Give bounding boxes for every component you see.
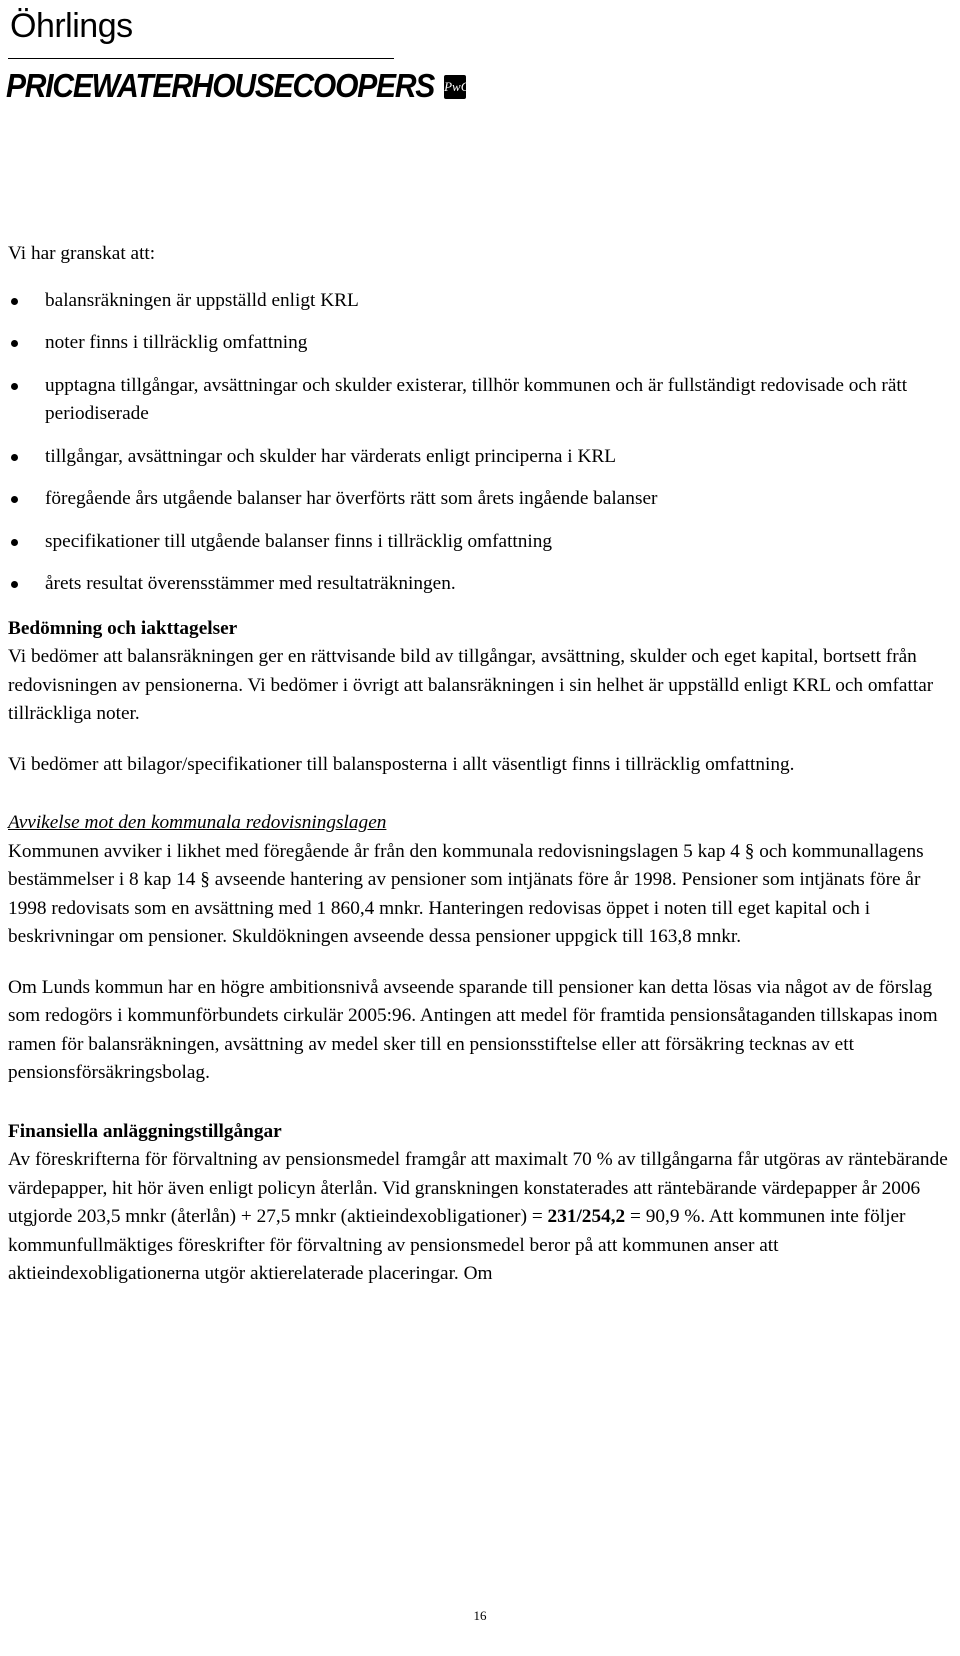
seal-icon: PwC (444, 75, 466, 99)
list-item: årets resultat överensstämmer med resultaträkningen. (8, 570, 954, 599)
list-item: upptagna tillgångar, avsättningar och skulder existerar, tillhör kommunen och är fullständigt redovisade och rätt periodiserade (8, 372, 954, 429)
paragraph (8, 1146, 954, 1289)
paragraph-text: = 90,9 %. Att kommunen inte följer kommunfullmäktiges föreskrifter för förvaltning av pensionsmedel beror på att kommunen anser att aktieindexobligationerna utgör aktierelaterade placeringar. Om (8, 1206, 906, 1284)
document-body (8, 240, 954, 1289)
financial-section (8, 1118, 954, 1289)
list-item: noter finns i tillräcklig omfattning (8, 329, 954, 358)
paragraph: Vi bedömer att bilagor/specifikationer till balansposterna i allt väsentligt finns i tillräcklig omfattning. (8, 753, 795, 775)
list-item: föregående års utgående balanser har överförts rätt som årets ingående balanser (8, 485, 954, 514)
section-heading: Bedömning och iakttagelser (8, 617, 238, 639)
letterhead-rule (8, 58, 394, 59)
intro-text: Vi har granskat att: (8, 243, 156, 264)
page-number: 16 (473, 1608, 487, 1623)
paragraph: Om Lunds kommun har en högre ambitionsnivå avseende sparande till pensioner kan detta lösas via något av de förslag som redogörs i kommunförbundets cirkulär 2005:96. Antingen att medel för framtida pensionsåtaganden tillskapas inom ramen för balansräkningen, avsättning av medel sker till en pensionsstiftelse eller att försäkring tecknas av ett pensionsförsäkringsbolag. (8, 976, 938, 1083)
deviation-section (8, 809, 954, 1088)
review-checklist (8, 287, 954, 599)
paragraph-text: Av föreskrifterna för förvaltning av pensionsmedel framgår att maximalt 70 % av tillgångarna får utgöras av räntebärande värdepapper, hit hör även enligt policyn återlån. Vid granskningen konstaterades att räntebärande värdepapper år 2006 utgjorde 203,5 mnkr (återlån) + 27,5 mnkr (aktieindexobligationer) = (8, 1149, 948, 1227)
assessment-section (8, 615, 954, 780)
firm-name-main: PRICEWATERHOUSECOOPERS (6, 68, 435, 105)
list-item: balansräkningen är uppställd enligt KRL (8, 287, 954, 316)
paragraph: Kommunen avviker i likhet med föregående år från den kommunala redovisningslagen 5 kap 4 § och kommunallagens bestämmelser i 8 kap 14 § avseende hantering av pensioner som intjänats före år 1998. Pensioner som intjänats före år 1998 redovisats som en avsättning med 1 860,4 mnkr. Hanteringen redovisas öppet i noten till eget kapital och i beskrivningar om pensioner. Skuldökningen avseende dessa pensioner uppgick till 163,8 mnkr. (8, 840, 924, 947)
ratio-value: 231/254,2 (547, 1206, 626, 1227)
list-item: specifikationer till utgående balanser finns i tillräcklig omfattning (8, 528, 954, 557)
firm-name-top: Öhrlings (10, 7, 133, 45)
list-item: tillgångar, avsättningar och skulder har värderats enligt principerna i KRL (8, 443, 954, 472)
paragraph: Vi bedömer att balansräkningen ger en rättvisande bild av tillgångar, avsättning, skulder och eget kapital, bortsett från redovisningen av pensionerna. Vi bedömer i övrigt att balansräkningen i sin helhet är uppställd enligt KRL och omfattar tillräckliga noter. (8, 646, 934, 724)
section-heading: Avvikelse mot den kommunala redovisningslagen (8, 812, 387, 833)
firm-logo (6, 67, 470, 107)
section-heading: Finansiella anläggningstillgångar (8, 1120, 282, 1142)
letterhead (6, 6, 470, 107)
